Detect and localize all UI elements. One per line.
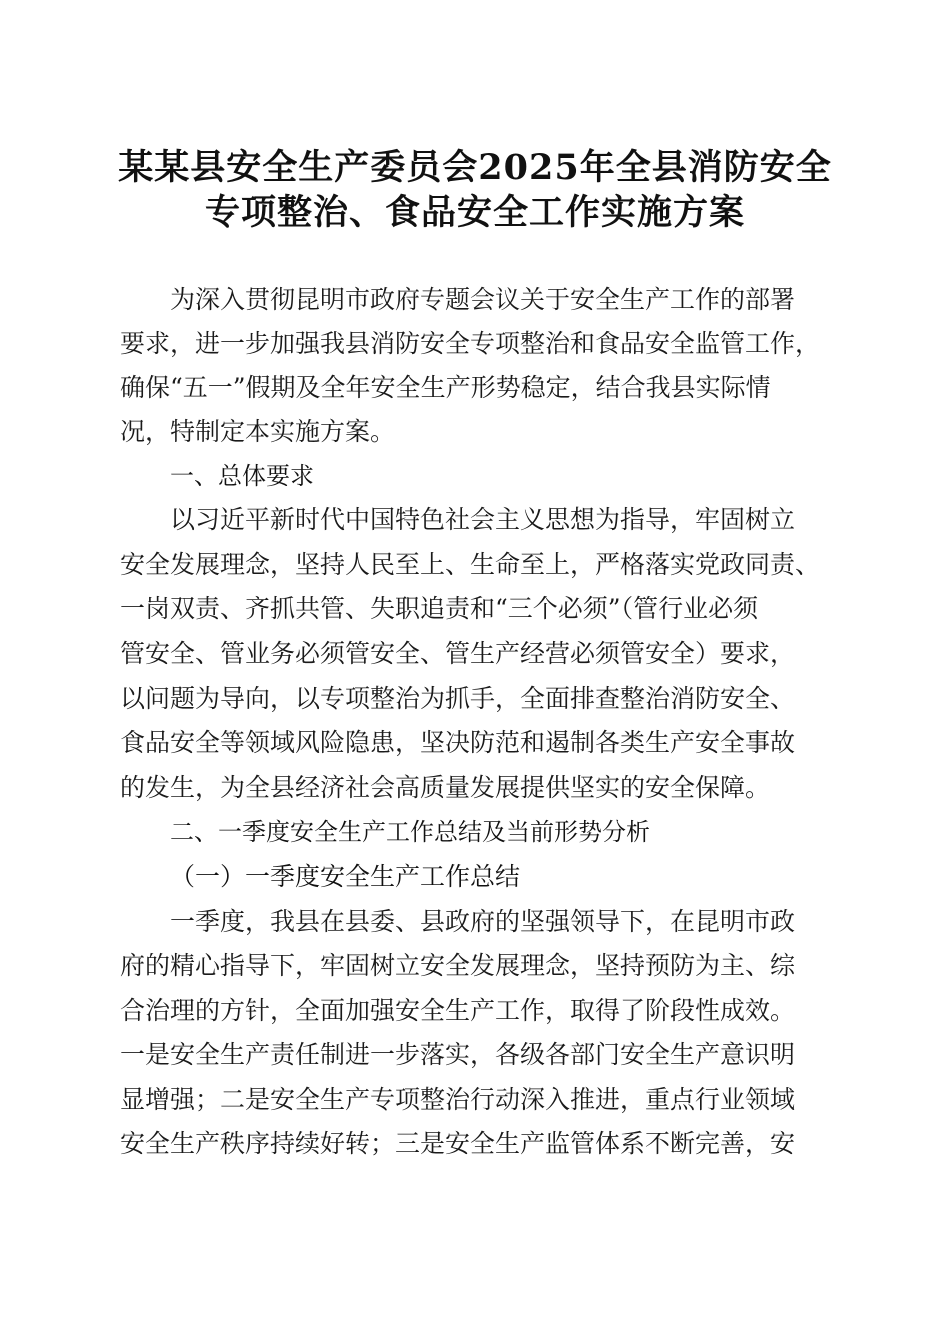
intro-line-2: 要求，进一步加强我县消防安全专项整治和食品安全监管工作， (120, 329, 821, 358)
section-1-heading: 一、总体要求 (170, 462, 314, 490)
intro-line-3: 确保“五一”假期及全年安全生产形势稳定，结合我县实际情 (120, 373, 771, 402)
intro-line-1: 为深入贯彻昆明市政府专题会议关于安全生产工作的部署 (170, 285, 796, 314)
section-1-line-5: 以问题为导向，以专项整治为抓手，全面排查整治消防安全、 (120, 684, 796, 713)
section-2-line-6: 安全生产秩序持续好转；三是安全生产监管体系不断完善，安 (120, 1129, 796, 1158)
section-2-line-1: 一季度，我县在县委、县政府的坚强领导下，在昆明市政 (170, 907, 796, 936)
section-2-line-4: 一是安全生产责任制进一步落实，各级各部门安全生产意识明 (120, 1040, 796, 1069)
section-1-line-6: 食品安全等领域风险隐患，坚决防范和遏制各类生产安全事故 (120, 728, 796, 757)
intro-line-4: 况，特制定本实施方案。 (120, 417, 396, 446)
section-1-line-2: 安全发展理念，坚持人民至上、生命至上，严格落实党政同责、 (120, 550, 821, 579)
section-2-subheading-1: （一）一季度安全生产工作总结 (170, 862, 521, 891)
section-2-line-3: 合治理的方针，全面加强安全生产工作，取得了阶段性成效。 (120, 996, 796, 1025)
document-title-line-2: 专项整治、食品安全工作实施方案 (204, 192, 745, 233)
section-2-line-2: 府的精心指导下，牢固树立安全发展理念，坚持预防为主、综 (120, 951, 796, 980)
section-1-line-1: 以习近平新时代中国特色社会主义思想为指导，牢固树立 (170, 505, 796, 534)
document-title-line-1: 某某县安全生产委员会2025年全县消防安全 (118, 147, 832, 188)
section-1-line-3: 一岗双责、齐抓共管、失职追责和“三个必须”（管行业必须 (120, 594, 759, 623)
section-1-line-7: 的发生，为全县经济社会高质量发展提供坚实的安全保障。 (120, 773, 771, 802)
section-1-line-4: 管安全、管业务必须管安全、管生产经营必须管安全）要求， (120, 639, 796, 668)
section-2-line-5: 显增强；二是安全生产专项整治行动深入推进，重点行业领域 (120, 1085, 796, 1114)
section-2-heading: 二、一季度安全生产工作总结及当前形势分析 (170, 818, 650, 846)
